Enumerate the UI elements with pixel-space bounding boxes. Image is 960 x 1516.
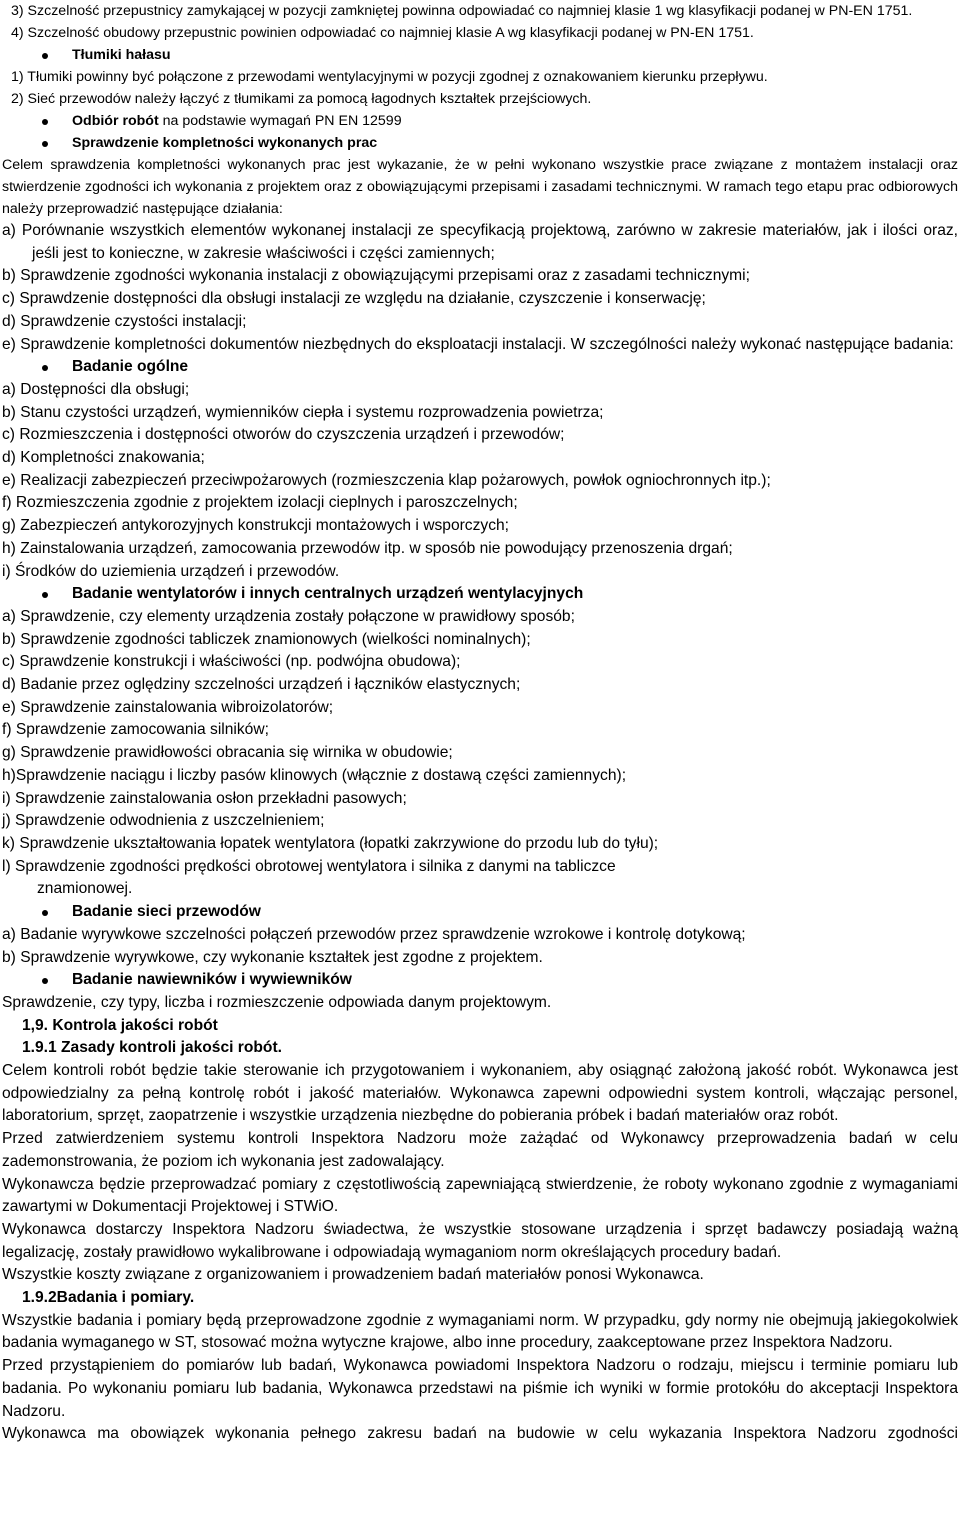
badanie-ogolne-item-b: b) Stanu czystości urządzeń, wymienników ciepła i systemu rozprowadzenia powietrza; — [2, 403, 604, 421]
wentylatory-item-g: g) Sprawdzenie prawidłowości obracania się wirnika w obudowie; — [2, 744, 453, 762]
kontrola-heading: 1,9. Kontrola jakości robót — [22, 1016, 218, 1034]
tlumiki-heading-text: Tłumiki hałasu — [72, 47, 171, 63]
kontrola-paragraph-2: Przed zatwierdzeniem systemu kontroli Inspektora Nadzoru może zażądać od Wykonawcy przeprowadzenia badań w celu zademonstrowania, że poziom ich wykonania jest zadowalający. — [2, 1130, 958, 1170]
kontrola-paragraph-5: Wszystkie koszty związane z organizowaniem i prowadzeniem badań materiałów ponosi Wykonawca. — [2, 1266, 704, 1284]
kontrola-subheading-1: 1.9.1 Zasady kontroli jakości robót. — [22, 1039, 282, 1057]
kompletnosc-item-c: c) Sprawdzenie dostępności dla obsługi instalacji ze względu na działanie, czyszczenie i konserwację; — [2, 290, 706, 308]
badanie-wentylatorow-heading-text: Badanie wentylatorów i innych centralnych urządzeń wentylacyjnych — [72, 585, 584, 603]
badanie-ogolne-item-c: c) Rozmieszczenia i dostępności otworów do czyszczenia urządzeń i przewodów; — [2, 426, 565, 444]
badanie-nawiewnikow-heading — [2, 969, 958, 992]
wentylatory-item-f: f) Sprawdzenie zamocowania silników; — [2, 721, 269, 739]
wentylatory-item-b: b) Sprawdzenie zgodności tabliczek znamionowych (wielkości nominalnych); — [2, 630, 531, 648]
kontrola-paragraph-7: Przed przystąpieniem do pomiarów lub badań, Wykonawca powiadomi Inspektora Nadzoru o rodzaju, miejscu i terminie pomiaru lub badania. Po wykonaniu pomiaru lub badania, Wykonawca przedstawi na piśmie ich wyniki w formie protokółu do akceptacji Inspektora Nadzoru. — [2, 1357, 958, 1420]
kompletnosc-item-b: b) Sprawdzenie zgodności wykonania instalacji z obowiązującymi przepisami oraz z zasadami technicznymi; — [2, 267, 750, 285]
badanie-wentylatorow-heading — [2, 583, 958, 606]
tlumiki-item-2: 2) Sieć przewodów należy łączyć z tłumikami za pomocą łagodnych kształtek przejściowych. — [11, 91, 592, 107]
intro-item-3: 3) Szczelność przepustnicy zamykającej w pozycji zamkniętej powinna odpowiadać co najmniej klasie 1 wg klasyfikacji podanej w PN-EN 1751. — [11, 3, 913, 19]
kontrola-paragraph-4: Wykonawca dostarczy Inspektora Nadzoru świadectwa, że wszystkie stosowane urządzenia i sprzęt badawczy posiadają ważną legalizację, zostały prawidłowo wykalibrowane i odpowiadają wymaganiom norm określających procedury badań. — [2, 1220, 958, 1261]
badanie-ogolne-item-a: a) Dostępności dla obsługi; — [2, 380, 190, 398]
wentylatory-item-e: e) Sprawdzenie zainstalowania wibroizolatorów; — [2, 698, 334, 716]
badanie-ogolne-heading — [2, 356, 958, 379]
badanie-ogolne-item-i: i) Środków do uziemienia urządzeń i przewodów. — [2, 562, 340, 580]
kompletnosc-heading-text: Sprawdzenie kompletności wykonanych prac — [72, 135, 378, 151]
sieci-item-b: b) Sprawdzenie wyrywkowe, czy wykonanie kształtek jest zgodne z projektem. — [2, 948, 543, 966]
kompletnosc-item-e: e) Sprawdzenie kompletności dokumentów niezbędnych do eksploatacji instalacji. W szczególności należy wykonać następujące badania: — [2, 335, 954, 353]
wentylatory-item-j: j) Sprawdzenie odwodnienia z uszczelnieniem; — [2, 812, 325, 830]
kompletnosc-paragraph: Celem sprawdzenia kompletności wykonanych prac jest wykazanie, że w pełni wykonano wszystkie prace związane z montażem instalacji oraz stwierdzenie zgodności ich wykonania z projektem oraz z obowiązującymi przepisami i zasadami technicznymi. W ramach tego etapu prac odbiorowych należy przeprowadzić następujące działania: — [2, 157, 958, 217]
odbior-heading-bold: Odbiór robót — [72, 113, 159, 129]
kompletnosc-item-a: a) Porównanie wszystkich elementów wykonanej instalacji ze specyfikacją projektową, zarówno w zakresie materiałów, jak i ilości oraz, jeśli jest to konieczne, w zakresie właściwości i części zamiennych; — [2, 222, 958, 262]
badanie-ogolne-item-e: e) Realizacji zabezpieczeń przeciwpożarowych (rozmieszczenia klap pożarowych, powłok ogniochronnych itp.); — [2, 471, 771, 489]
badanie-ogolne-item-f: f) Rozmieszczenia zgodnie z projektem izolacji cieplnych i paroszczelnych; — [2, 494, 518, 512]
kompletnosc-item-d: d) Sprawdzenie czystości instalacji; — [2, 312, 247, 330]
kontrola-paragraph-6: Wszystkie badania i pomiary będą przeprowadzone zgodnie z wymaganiami norm. W przypadku, gdy normy nie obejmują jakiegokolwiek badania wymaganego w ST, stosować można wytyczne krajowe, albo inne procedury, zaakceptowane przez Inspektora Nadzoru. — [2, 1311, 958, 1352]
badanie-ogolne-item-g: g) Zabezpieczeń antykorozyjnych konstrukcji montażowych i wsporczych; — [2, 517, 510, 535]
odbior-heading-rest: na podstawie wymagań PN EN 12599 — [158, 113, 402, 129]
badanie-nawiewnikow-heading-text: Badanie nawiewników i wywiewników — [72, 971, 352, 989]
tlumiki-item-1: 1) Tłumiki powinny być połączone z przewodami wentylacyjnymi w pozycji zgodnej z oznakowaniem kierunku przepływu. — [11, 69, 768, 85]
tlumiki-heading — [2, 44, 958, 66]
kontrola-paragraph-3: Wykonawcza będzie przeprowadzać pomiary z częstotliwością zapewniającą stwierdzenie, że roboty wykonano zgodnie z wymaganiami zawartymi w Dokumentacji Projektowej i STWiO. — [2, 1175, 958, 1216]
nawiewniki-paragraph: Sprawdzenie, czy typy, liczba i rozmieszczenie odpowiada danym projektowym. — [2, 993, 552, 1011]
badanie-ogolne-item-h: h) Zainstalowania urządzeń, zamocowania przewodów itp. w sposób nie powodujący przenoszenia drgań; — [2, 539, 733, 557]
kompletnosc-heading — [2, 132, 958, 154]
wentylatory-item-a: a) Sprawdzenie, czy elementy urządzenia zostały połączone w prawidłowy sposób; — [2, 607, 575, 625]
wentylatory-item-k: k) Sprawdzenie ukształtowania łopatek wentylatora (łopatki zakrzywione do przodu lub do tyłu); — [2, 834, 659, 852]
kontrola-paragraph-1: Celem kontroli robót będzie takie sterowanie ich przygotowaniem i wykonaniem, aby osiągnąć założoną jakość robót. Wykonawca jest odpowiedzialny za pełną kontrolę robót i jakość materiałów. Wykonawca zapewni odpowiedni system kontroli, włączając personel, laboratorium, sprzęt, zaopatrzenie i wszystkie urządzenia niezbędne do pobierania próbek i badań materiałów oraz robót. — [2, 1062, 958, 1125]
badanie-ogolne-heading-text: Badanie ogólne — [72, 358, 189, 376]
wentylatory-item-l: l) Sprawdzenie zgodności prędkości obrotowej wentylatora i silnika z danymi na tabliczce znamionowej. — [2, 857, 616, 898]
badanie-sieci-heading-text: Badanie sieci przewodów — [72, 903, 261, 921]
wentylatory-item-c: c) Sprawdzenie konstrukcji i właściwości (np. podwójna obudowa); — [2, 653, 461, 671]
badanie-ogolne-item-d: d) Kompletności znakowania; — [2, 449, 205, 467]
wentylatory-item-h: h)Sprawdzenie naciągu i liczby pasów klinowych (włącznie z dostawą części zamiennych); — [2, 766, 627, 784]
wentylatory-item-i: i) Sprawdzenie zainstalowania osłon przekładni pasowych; — [2, 789, 407, 807]
sieci-item-a: a) Badanie wyrywkowe szczelności połączeń przewodów przez sprawdzenie wzrokowe i kontrolę dotykową; — [2, 925, 746, 943]
odbior-heading — [2, 110, 958, 132]
badanie-sieci-heading — [2, 901, 958, 924]
kontrola-subheading-2: 1.9.2Badania i pomiary. — [22, 1289, 195, 1307]
intro-item-4: 4) Szczelność obudowy przepustnic powinien odpowiadać co najmniej klasie A wg klasyfikacji podanej w PN-EN 1751. — [11, 25, 754, 41]
kontrola-paragraph-8: Wykonawca ma obowiązek wykonania pełnego zakresu badań na budowie w celu wykazania Inspektora Nadzoru zgodności — [2, 1425, 958, 1443]
wentylatory-item-d: d) Badanie przez oględziny szczelności urządzeń i łączników elastycznych; — [2, 676, 521, 694]
